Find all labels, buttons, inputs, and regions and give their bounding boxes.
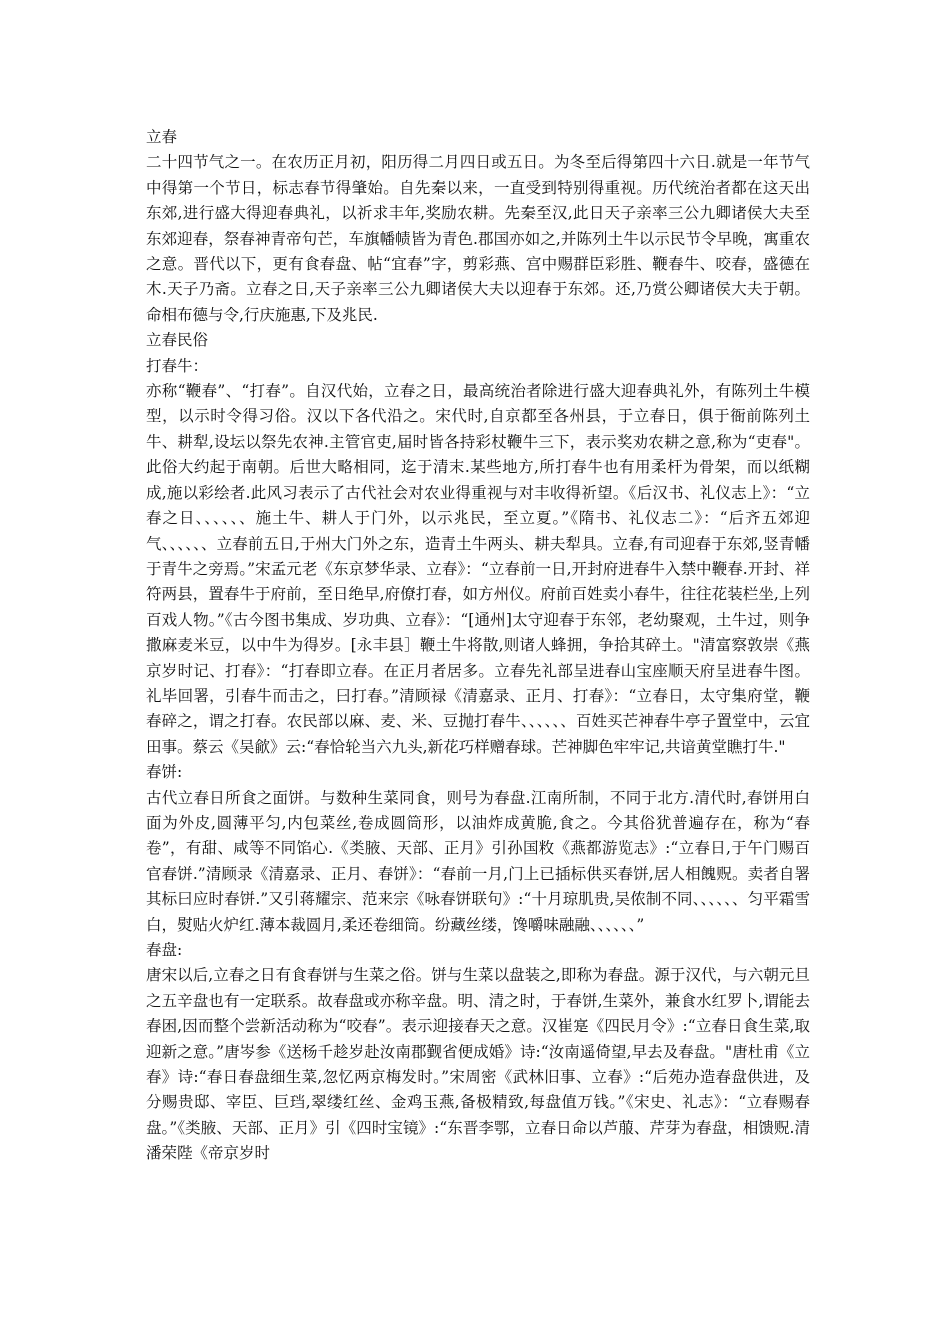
section-title: 立春民俗 [146,331,209,350]
subsection-body-chunbing: 古代立春日所食之面饼。与数种生菜同食，则号为春盘.江南所制，不同于北方.清代时,春饼用白面为外皮,圆薄平匀,内包菜丝,卷成圆筒形，以油炸成黄脆,食之。今其俗犹普遍存在，称为“春卷”，有甜、咸等不同馅心.《类腋、天部、正月》引孙国敉《燕都游览志》:“立春日,于午门赐百官春饼.”清顾录《清嘉录、正月、春饼》：“春前一月,门上已插标供买春饼,居人相餽贶。卖者自署其标曰应时春饼.”又引蒋耀宗、范来宗《咏春饼联句》:“十月琼肌贵,吴侬制不同、、、、、、匀平霜雪白，熨贴火炉红.薄本裁圆月,柔还卷细筒。纷藏丝缕，馋嚼味融融、、、、、、” [146,788,810,934]
intro-paragraph: 二十四节气之一。在农历正月初，阳历得二月四日或五日。为冬至后得第四十六日.就是一年节气中得第一个节日，标志春节得肇始。自先秦以来，一直受到特别得重视。历代统治者都在这天出东郊,进行盛大得迎春典礼，以祈求丰年,奖励农耕。先秦至汉,此日天子亲率三公九卿诸侯大夫至东郊迎春，祭春神青帝句芒，车旗幡帻皆为青色.郡国亦如之,并陈列土牛以示民节令早晚，寓重农之意。晋代以下，更有食春盘、帖“宜春”字，剪彩燕、宫中赐群臣彩胜、鞭春牛、咬春，盛德在木.天子乃斋。立春之日,天子亲率三公九卿诸侯大夫以迎春于东郊。还,乃赏公卿诸侯大夫于朝。命相布德与令,行庆施惠,下及兆民. [146,153,810,324]
document-title: 立春 [146,128,178,146]
subsection-heading-dachunniu: 打春牛： [146,356,209,375]
subsection-body-chunpan: 唐宋以后,立春之日有食春饼与生菜之俗。饼与生菜以盘装之,即称为春盘。源于汉代，与六朝元旦之五辛盘也有一定联系。故春盘或亦称辛盘。明、清之时，于春饼,生菜外，兼食水红罗卜,谓能去春困,因而整个尝新活动称为“咬春”。表示迎接春天之意。汉崔寔《四民月令》:“立春日食生菜,取迎新之意。”唐岑参《送杨千趁岁赴汝南郡觐省便成婚》诗:“汝南遥倚望,早去及春盘。"唐杜甫《立春》诗:“春日春盘细生菜,忽忆两京梅发时。”宋周密《武林旧事、立春》:“后苑办造春盘供进，及分赐贵邸、宰臣、巨珰,翠缕红丝、金鸡玉燕,备极精致,每盘值万钱。”《宋史、礼志》：“立春赐春盘。”《类腋、天部、正月》引《四时宝镜》:“东晋李鄂，立春日命以芦菔、芹芽为春盘，相馈贶.清潘荣陛《帝京岁时 [146,966,810,1163]
subsection-heading-chunpan: 春盘: [146,941,183,959]
document-body [146,125,810,1167]
subsection-body-dachunniu: 亦称“鞭春”、“打春”。自汉代始，立春之日，最高统治者除进行盛大迎春典礼外，有陈列土牛模型，以示时令得习俗。汉以下各代沿之。宋代时,自京都至各州县，于立春日，俱于衙前陈列土牛、耕犁,设坛以祭先农神.主管官吏,届时皆各持彩杖鞭牛三下，表示奖劝农耕之意,称为“吏春"。此俗大约起于南朝。后世大略相同，迄于清末.某些地方,所打春牛也有用柔杆为骨架，而以纸糊成,施以彩绘者.此风习表示了古代社会对农业得重视与对丰收得祈望。《后汉书、礼仪志上》：“立春之日、、、、、、施土牛、耕人于门外，以示兆民，至立夏。”《隋书、礼仪志二》：“后齐五郊迎气、、、、、、立春前五日,于州大门外之东，造青土牛两头、耕夫犁具。立春,有司迎春于东郊,竖青幡于青牛之旁焉。”宋孟元老《东京梦华录、立春》：“立春前一日,开封府进春牛入禁中鞭春.开封、祥符两县，置春牛于府前，至日绝早,府僚打春，如方州仪。府前百姓卖小春牛，往往花装栏坐,上列百戏人物。”《古今图书集成、岁功典、立春》：“[通州]太守迎春于东邻，老幼聚观，土牛过，则争撒麻麦米豆，以中牛为得岁。[永丰县］鞭土牛将散,则诸人蜂拥，争拾其碎土。"清富察敦崇《燕京岁时记、打春》：“打春即立春。在正月者居多。立春先礼部呈进春山宝座顺天府呈进春牛图。礼毕回署，引春牛而击之，曰打春。”清顾禄《清嘉录、正月、打春》：“立春日，太守集府堂，鞭春碎之，谓之打春。农民部以麻、麦、米、豆抛打春牛、、、、、、百姓买芒神春牛亭子置堂中，云宜田事。蔡云《吴歈》云:“春恰轮当六九头,新花巧样赠春球。芒神脚色牢牢记,共谙黄堂瞧打牛." [146,382,810,756]
subsection-heading-chunbing: 春饼: [146,763,183,782]
